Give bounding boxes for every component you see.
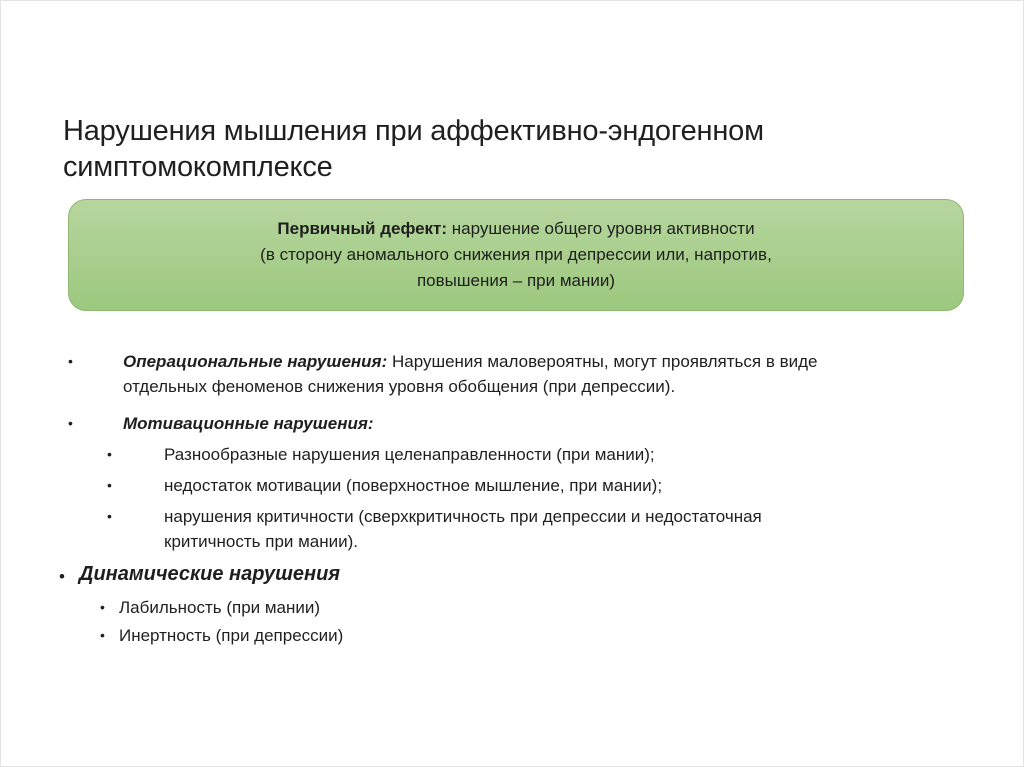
list-item-label: Операциональные нарушения: — [123, 352, 388, 371]
sub-list-item — [164, 504, 964, 554]
primary-defect-line-1 — [69, 216, 963, 242]
sub-list-item-line: критичность при мании). — [164, 532, 359, 551]
primary-defect-box — [68, 199, 964, 311]
sub-list-item: недостаток мотивации (поверхностное мышление, при мании); — [164, 476, 663, 495]
list-item-motivational — [123, 411, 374, 436]
primary-defect-text: нарушение общего уровня активности — [447, 219, 755, 238]
dynamic-heading — [79, 562, 340, 587]
sub-list-item: Разнообразные нарушения целенаправленности (при мании); — [164, 445, 655, 464]
sub-list-item-line: нарушения критичности (сверхкритичность при депрессии и недостаточная — [164, 507, 762, 526]
list-item-line: отдельных феноменов снижения уровня обобщения (при депрессии). — [123, 377, 676, 396]
bullet-icon: • — [68, 353, 73, 369]
dynamic-heading-text: Динамические нарушения — [79, 563, 341, 585]
bullet-icon: • — [59, 567, 65, 586]
list-item-label: Мотивационные нарушения: — [123, 414, 374, 433]
slide-title: Нарушения мышления при аффективно-эндогенном симптомокомплексе — [63, 115, 764, 183]
primary-defect-line-2: (в сторону аномального снижения при депрессии или, напротив, — [260, 245, 772, 264]
list-item-line — [123, 349, 983, 374]
bullet-icon: • — [100, 599, 105, 615]
dynamic-item: Инертность (при депрессии) — [119, 626, 344, 645]
primary-defect-line-3: повышения – при мании) — [416, 271, 616, 290]
dynamic-item: Лабильность (при мании) — [119, 598, 321, 617]
bullet-icon: • — [107, 477, 112, 493]
bullet-icon: • — [68, 415, 73, 431]
bullet-icon: • — [107, 446, 112, 462]
bullet-icon: • — [107, 508, 112, 524]
primary-defect-label: Первичный дефект: — [277, 219, 448, 238]
list-item-text: Нарушения маловероятны, могут проявляться в виде — [387, 352, 818, 371]
list-item-operational — [123, 349, 983, 399]
bullet-icon: • — [100, 627, 105, 643]
